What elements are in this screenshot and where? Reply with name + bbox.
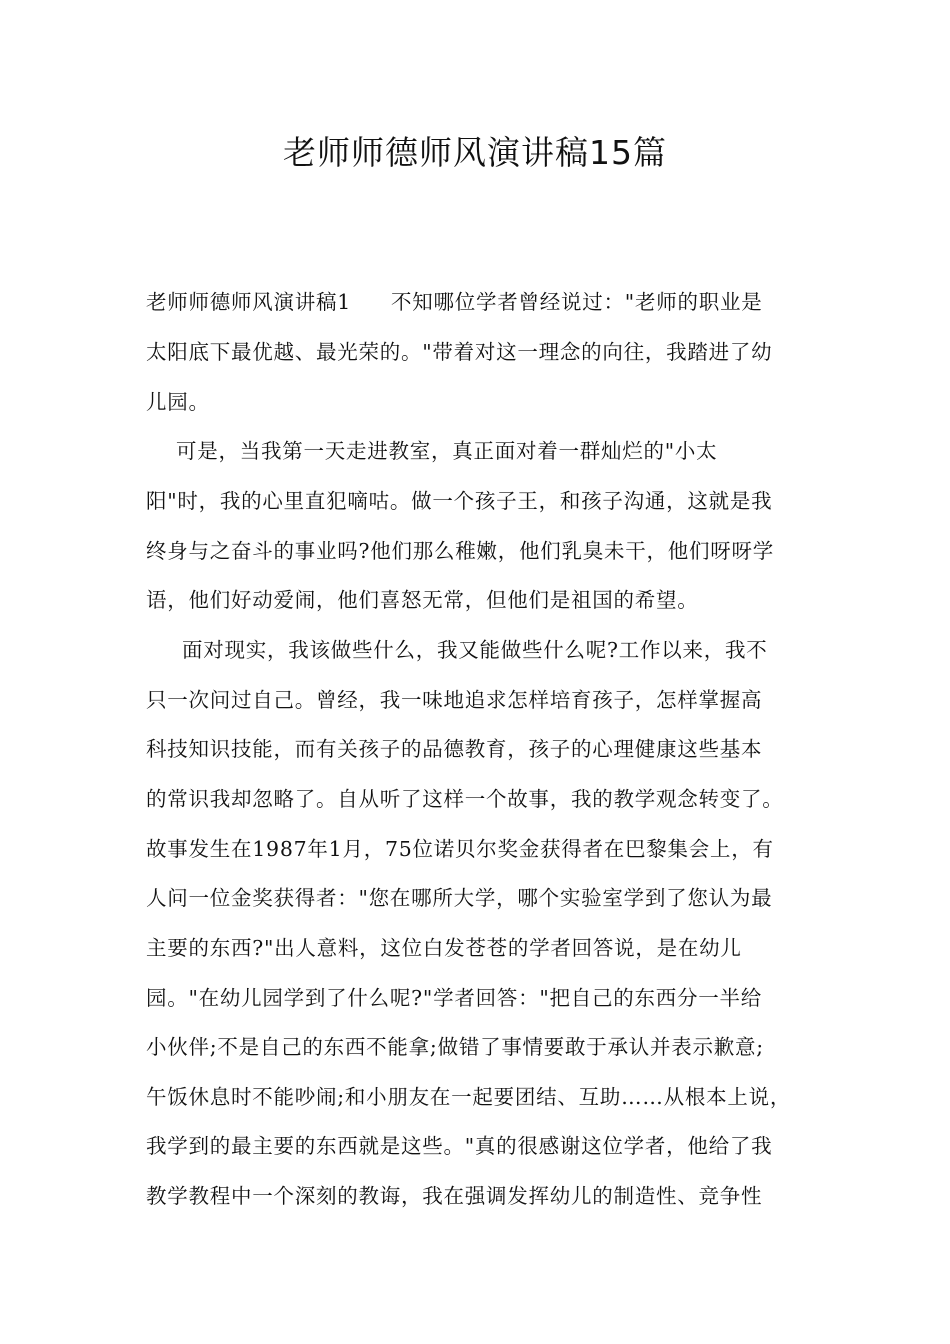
text-line: 主要的东西?"出人意料，这位白发苍苍的学者回答说，是在幼儿	[146, 936, 742, 960]
first-line-text: 不知哪位学者曾经说过："老师的职业是	[391, 290, 763, 314]
text-line: 的常识我却忽略了。自从听了这样一个故事，我的教学观念转变了。	[146, 787, 784, 811]
text-line: 科技知识技能，而有关孩子的品德教育，孩子的心理健康这些基本	[146, 737, 763, 761]
text-line: 阳"时，我的心里直犯嘀咕。做一个孩子王，和孩子沟通，这就是我	[146, 489, 773, 513]
text-line: 只一次问过自己。曾经，我一味地追求怎样培育孩子，怎样掌握高	[146, 688, 763, 712]
text-line: 园。"在幼儿园学到了什么呢?"学者回答："把自己的东西分一半给	[146, 986, 763, 1010]
text-line: 语，他们好动爱闹，他们喜怒无常，但他们是祖国的希望。	[146, 588, 699, 612]
text-line: 人问一位金奖获得者："您在哪所大学，哪个实验室学到了您认为最	[146, 886, 773, 910]
text-line: 教学教程中一个深刻的教诲，我在强调发挥幼儿的制造性、竞争性	[146, 1184, 763, 1208]
text-line: 太阳底下最优越、最光荣的。"带着对这一理念的向往，我踏进了幼	[146, 340, 773, 364]
text-line: 儿园。	[146, 390, 210, 414]
text-line: 终身与之奋斗的事业吗?他们那么稚嫩，他们乳臭未干，他们呀呀学	[146, 539, 774, 563]
text-line: 可是，当我第一天走进教室，真正面对着一群灿烂的"小太	[176, 439, 718, 463]
text-line: 午饭休息时不能吵闹;和小朋友在一起要团结、互助……从根本上说，	[146, 1085, 792, 1109]
text-line: 面对现实，我该做些什么，我又能做些什么呢?工作以来，我不	[182, 638, 768, 662]
document-title: 老师师德师风演讲稿15篇	[283, 133, 667, 172]
section-heading: 老师师德师风演讲稿1	[146, 290, 352, 314]
text-line: 我学到的最主要的东西就是这些。"真的很感谢这位学者，他给了我	[146, 1134, 773, 1158]
first-text-line	[146, 287, 762, 317]
text-line: 小伙伴;不是自己的东西不能拿;做错了事情要敢于承认并表示歉意;	[146, 1035, 764, 1059]
text-line: 故事发生在1987年1月，75位诺贝尔奖金获得者在巴黎集会上，有	[146, 837, 774, 861]
